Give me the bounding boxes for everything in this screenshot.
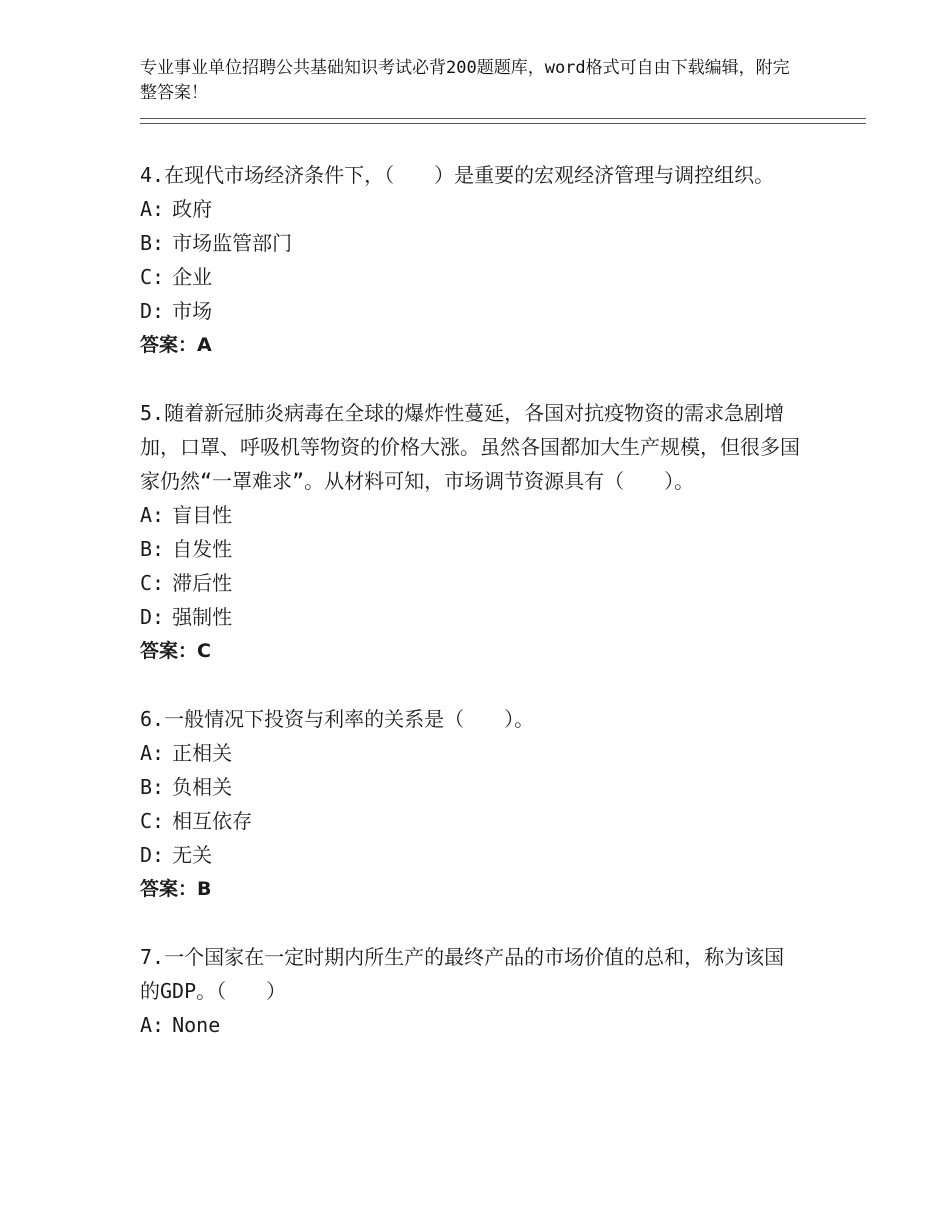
option-text: 负相关 bbox=[172, 775, 233, 799]
option-text: 盲目性 bbox=[172, 503, 233, 527]
option-label: A: bbox=[140, 197, 165, 221]
question-stem: 5.随着新冠肺炎病毒在全球的爆炸性蔓延，各国对抗疫物资的需求急剧增加，口罩、呼吸机等物资的价格大涨。虽然各国都加大生产规模，但很多国家仍然“一罩难求”。从材料可知，市场调节资源具有（ ）。 bbox=[140, 401, 800, 493]
option-label: A: bbox=[140, 1013, 165, 1037]
option-text: 相互依存 bbox=[172, 809, 253, 833]
question-stem: 7.一个国家在一定时期内所生产的最终产品的市场价值的总和，称为该国的GDP。（ ） bbox=[140, 945, 785, 1003]
option-b bbox=[140, 770, 870, 804]
header-divider bbox=[140, 118, 866, 124]
option-d bbox=[140, 600, 870, 634]
question-stem: 4.在现代市场经济条件下，（ ）是重要的宏观经济管理与调控组织。 bbox=[140, 163, 775, 187]
option-label: B: bbox=[140, 231, 165, 255]
option-label: D: bbox=[140, 299, 165, 323]
option-d bbox=[140, 294, 870, 328]
option-text: 市场 bbox=[172, 299, 213, 323]
option-a bbox=[140, 736, 870, 770]
option-c bbox=[140, 260, 870, 294]
question-4 bbox=[140, 158, 870, 362]
option-label: A: bbox=[140, 741, 165, 765]
option-a bbox=[140, 192, 870, 226]
question-5 bbox=[140, 396, 870, 668]
answer-line: 答案：B bbox=[140, 878, 212, 900]
option-label: D: bbox=[140, 843, 165, 867]
answer-line: 答案：C bbox=[140, 640, 211, 662]
question-stem: 6.一般情况下投资与利率的关系是（ ）。 bbox=[140, 707, 535, 731]
option-label: C: bbox=[140, 571, 165, 595]
option-text: 自发性 bbox=[172, 537, 233, 561]
answer-line: 答案：A bbox=[140, 334, 212, 356]
header-note: 专业事业单位招聘公共基础知识考试必背200题题库，word格式可自由下载编辑，附完整答案！ bbox=[140, 58, 790, 103]
option-label: B: bbox=[140, 537, 165, 561]
option-c bbox=[140, 566, 870, 600]
question-list bbox=[140, 158, 870, 1042]
option-a bbox=[140, 1008, 870, 1042]
option-d bbox=[140, 838, 870, 872]
option-b bbox=[140, 532, 870, 566]
question-7 bbox=[140, 940, 870, 1042]
option-text: 正相关 bbox=[172, 741, 233, 765]
option-c bbox=[140, 804, 870, 838]
option-text: 市场监管部门 bbox=[172, 231, 293, 255]
option-text: 滞后性 bbox=[172, 571, 233, 595]
option-label: D: bbox=[140, 605, 165, 629]
option-label: C: bbox=[140, 809, 165, 833]
question-6 bbox=[140, 702, 870, 906]
option-text: 政府 bbox=[172, 197, 213, 221]
option-label: A: bbox=[140, 503, 165, 527]
option-text: None bbox=[172, 1013, 221, 1037]
option-b bbox=[140, 226, 870, 260]
option-text: 企业 bbox=[172, 265, 213, 289]
option-text: 强制性 bbox=[172, 605, 233, 629]
option-a bbox=[140, 498, 870, 532]
option-label: C: bbox=[140, 265, 165, 289]
option-text: 无关 bbox=[172, 843, 213, 867]
option-label: B: bbox=[140, 775, 165, 799]
document-page bbox=[140, 0, 870, 1076]
